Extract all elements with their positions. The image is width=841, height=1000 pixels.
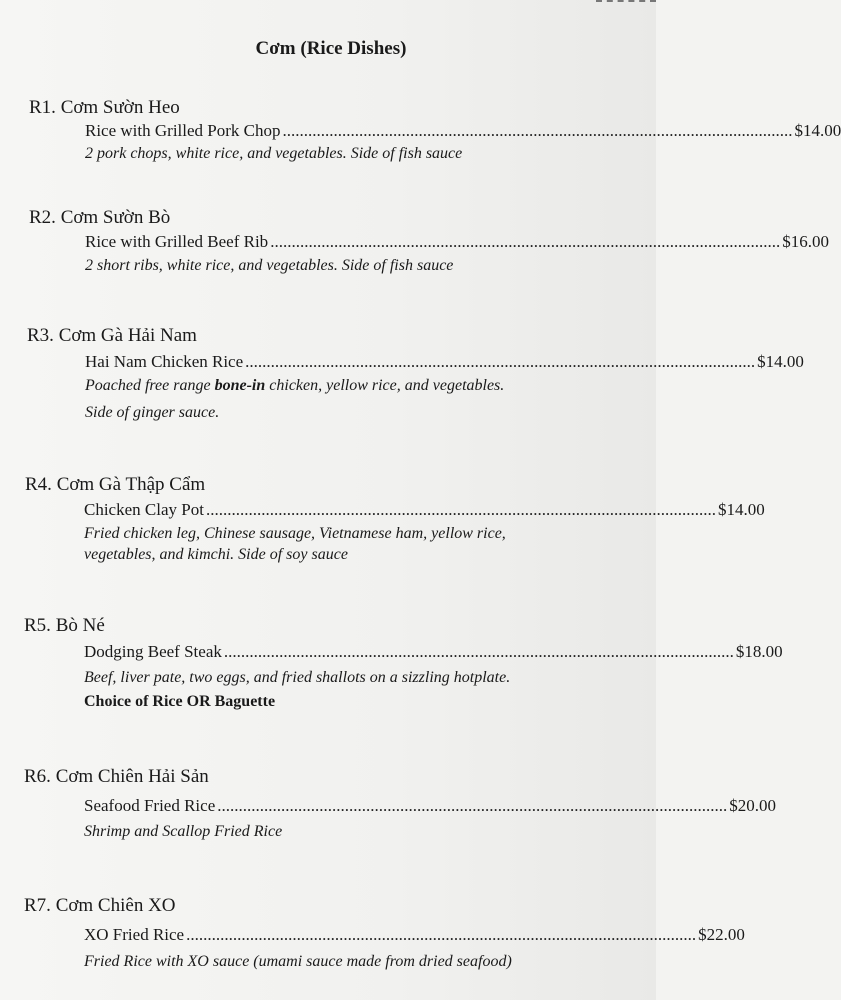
dish-price-line: Hai Nam Chicken Rice ........................................................................................................................ $14.00 <box>85 352 804 371</box>
dish-price: $14.00 <box>757 352 804 371</box>
dish-price-line: Seafood Fried Rice ........................................................................................................................ $20.00 <box>84 796 776 815</box>
dish-description-line-2: vegetables, and kimchi. Side of soy sauce <box>84 546 348 563</box>
dish-price-line: Rice with Grilled Pork Chop ........................................................................................................................ $14.00 <box>85 121 841 140</box>
dish-description-line-2: Side of ginger sauce. <box>85 404 220 421</box>
dish-name: R1. Cơm Sườn Heo <box>29 97 180 118</box>
page-edge-mark <box>596 0 656 5</box>
dish-choice-note: Choice of Rice OR Baguette <box>84 693 276 710</box>
dish-name: R3. Cơm Gà Hải Nam <box>27 325 197 346</box>
dish-price-line: Rice with Grilled Beef Rib ........................................................................................................................ $16.00 <box>85 232 829 251</box>
section-title: Cơm (Rice Dishes) <box>255 38 407 59</box>
dish-name: R7. Cơm Chiên XO <box>24 895 176 916</box>
dish-description: Fried chicken leg, Chinese sausage, Vietnamese ham, yellow rice, <box>84 525 506 542</box>
dish-description: 2 short ribs, white rice, and vegetables. Side of fish sauce <box>85 257 454 274</box>
dish-price: $14.00 <box>794 121 841 140</box>
dish-name: R4. Cơm Gà Thập Cẩm <box>25 474 206 495</box>
dish-description: Poached free range bone-in chicken, yellow rice, and vegetables. <box>85 377 505 394</box>
dish-name: R2. Cơm Sườn Bò <box>29 207 171 228</box>
dish-price-line: Dodging Beef Steak ........................................................................................................................ $18.00 <box>84 642 783 661</box>
dish-description: 2 pork chops, white rice, and vegetables. Side of fish sauce <box>85 145 463 162</box>
dish-name: R6. Cơm Chiên Hải Sản <box>24 766 209 787</box>
dish-price: $16.00 <box>782 232 829 251</box>
dish-description: Shrimp and Scallop Fried Rice <box>84 823 283 840</box>
dish-description: Fried Rice with XO sauce (umami sauce made from dried seafood) <box>84 953 512 970</box>
dish-name: R5. Bò Né <box>24 615 105 636</box>
dish-price: $18.00 <box>735 642 783 661</box>
dish-price-line: XO Fried Rice ........................................................................................................................ $22.00 <box>84 925 745 944</box>
dish-description: Beef, liver pate, two eggs, and fried shallots on a sizzling hotplate. <box>84 669 511 686</box>
dish-price: $22.00 <box>698 925 745 944</box>
dish-price-line: Chicken Clay Pot ........................................................................................................................ $14.00 <box>84 500 765 519</box>
dish-price: $14.00 <box>717 500 765 519</box>
dish-price: $20.00 <box>729 796 776 815</box>
